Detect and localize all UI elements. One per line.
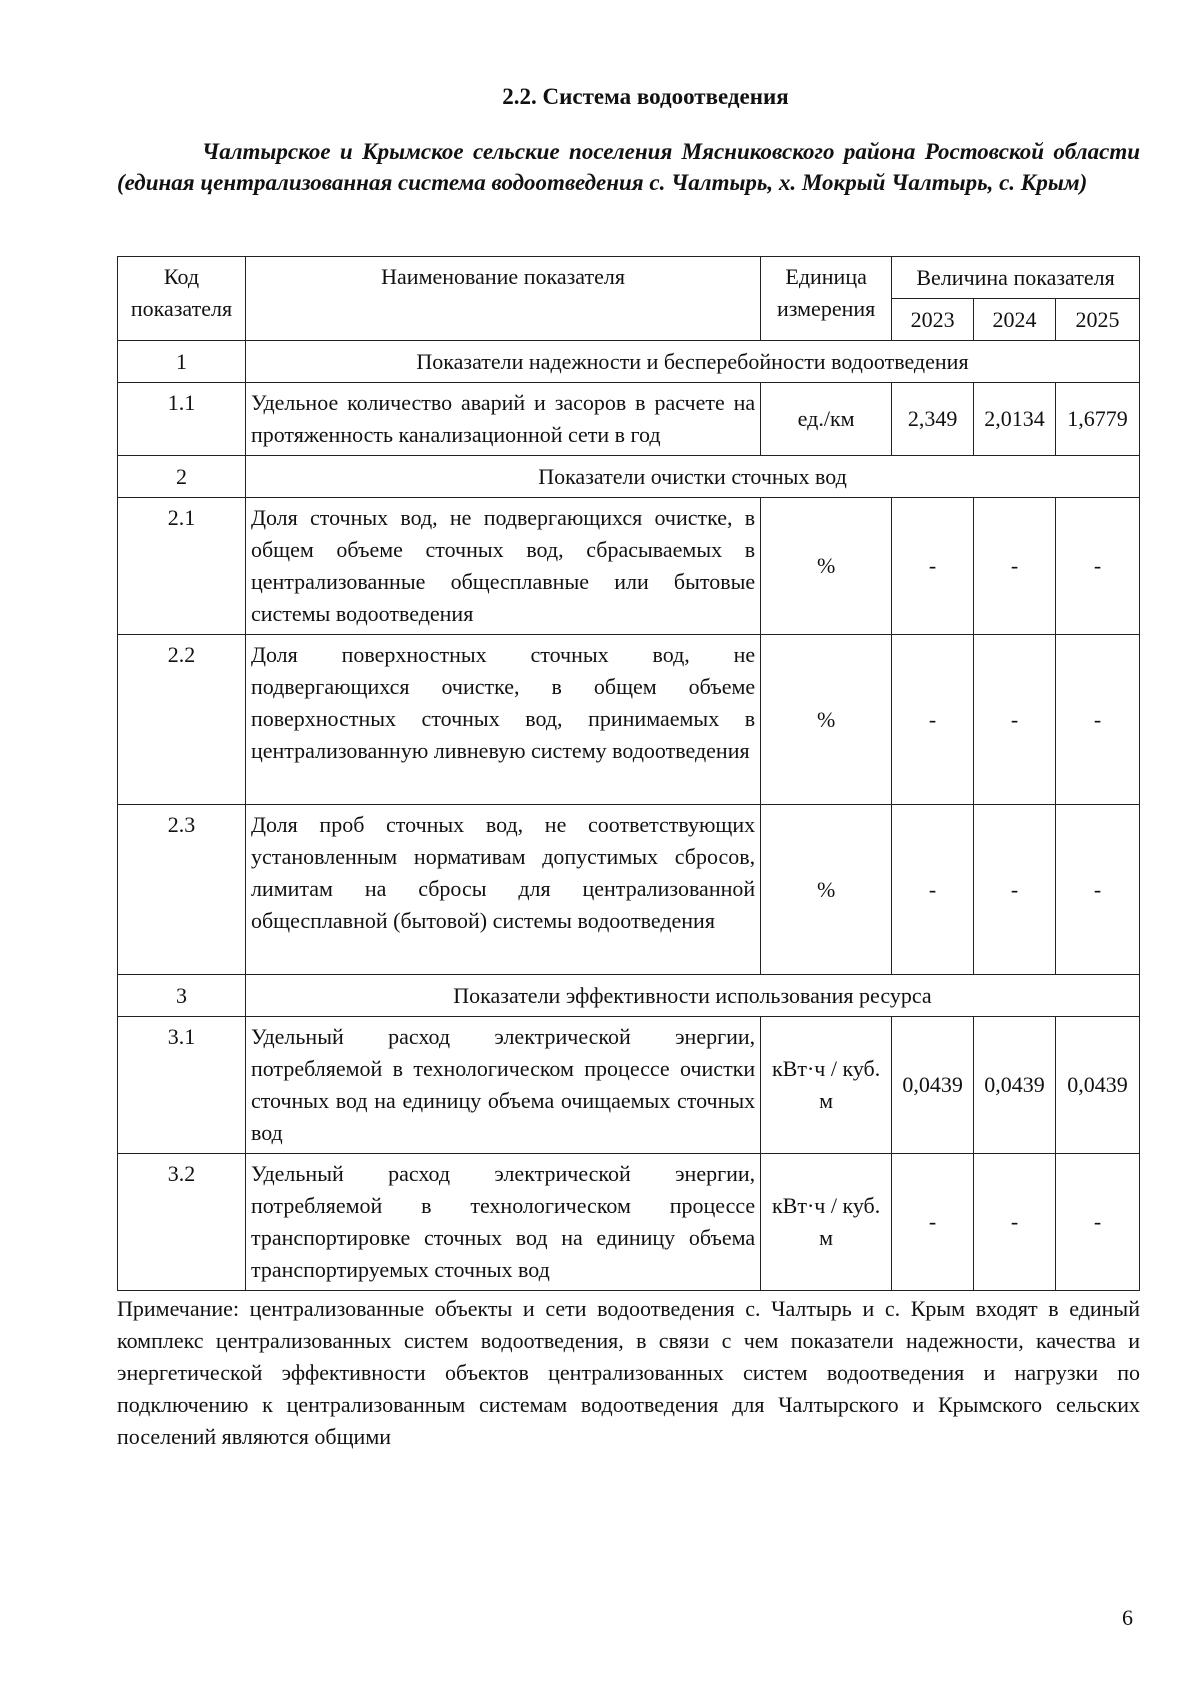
table-row [118, 805, 1140, 975]
indicators-table [117, 256, 1140, 1291]
section-code: 2 [118, 456, 246, 498]
section-title: Показатели надежности и бесперебойности водоотведения [245, 341, 1139, 383]
section-row [118, 341, 1140, 383]
row-value: - [1056, 635, 1140, 805]
row-value: - [892, 805, 974, 975]
row-code: 3.2 [118, 1154, 246, 1291]
row-name: Доля сточных вод, не подвергающихся очистке, в общем объеме сточных вод, сбрасываемых в централизованные общесплавные или бытовые системы водоотведения [245, 498, 760, 635]
section-row [118, 975, 1140, 1017]
row-value: - [892, 635, 974, 805]
row-unit: ед./км [761, 383, 892, 456]
row-unit: % [761, 805, 892, 975]
section-title: Показатели очистки сточных вод [245, 456, 1139, 498]
row-code: 2.3 [118, 805, 246, 975]
row-name: Доля поверхностных сточных вод, не подвергающихся очистке, в общем объеме поверхностных сточных вод, принимаемых в централизованную ливневую систему водоотведения [245, 635, 760, 805]
row-code: 2.2 [118, 635, 246, 805]
header-value: Величина показателя [892, 257, 1140, 299]
section-code: 1 [118, 341, 246, 383]
row-value: - [1056, 498, 1140, 635]
row-code: 3.1 [118, 1017, 246, 1154]
header-code: Код показателя [118, 257, 246, 341]
row-code: 1.1 [118, 383, 246, 456]
row-value: 0,0439 [1056, 1017, 1140, 1154]
table-row [118, 498, 1140, 635]
row-unit: кВт·ч / куб. м [761, 1017, 892, 1154]
row-value: 0,0439 [974, 1017, 1056, 1154]
table-row [118, 383, 1140, 456]
header-year: 2023 [892, 299, 974, 341]
row-unit: % [761, 635, 892, 805]
page-number: 6 [1122, 1605, 1133, 1630]
row-value: - [974, 1154, 1056, 1291]
row-value: 0,0439 [892, 1017, 974, 1154]
subtitle: Чалтырское и Крымское сельские поселения Мясниковского района Ростовской области (единая централизованная система водоотведения с. Чалтырь, х. Мокрый Чалтырь, с. Крым) [117, 139, 1140, 195]
section-code: 3 [118, 975, 246, 1017]
header-year: 2024 [974, 299, 1056, 341]
section-title: Показатели эффективности использования ресурса [245, 975, 1139, 1017]
row-value: - [974, 805, 1056, 975]
table-header-row [118, 257, 1140, 299]
row-name: Удельный расход электрической энергии, потребляемой в технологическом процессе очистки сточных вод на единицу объема очищаемых сточных вод [245, 1017, 760, 1154]
section-row [118, 456, 1140, 498]
table-row [118, 1154, 1140, 1291]
row-value: - [974, 635, 1056, 805]
row-name: Удельное количество аварий и засоров в расчете на протяженность канализационной сети в год [245, 383, 760, 456]
row-name: Доля проб сточных вод, не соответствующих установленным нормативам допустимых сбросов, лимитам на сбросы для централизованной общесплавной (бытовой) системы водоотведения [245, 805, 760, 975]
row-code: 2.1 [118, 498, 246, 635]
header-unit: Единица измерения [761, 257, 892, 341]
table-row [118, 635, 1140, 805]
row-value: 1,6779 [1056, 383, 1140, 456]
footnote: Примечание: централизованные объекты и сети водоотведения с. Чалтырь и с. Крым входят в единый комплекс централизованных систем водоотведения, в связи с чем показатели надежности, качества и энергетической эффективности объектов централизованных систем водоотведения и нагрузки по подключению к централизованным системам водоотведения для Чалтырского и Крымского сельских поселений являются общими [117, 1296, 1140, 1449]
row-value: 2,349 [892, 383, 974, 456]
table-row [118, 1017, 1140, 1154]
row-value: - [1056, 805, 1140, 975]
section-heading: 2.2. Система водоотведения [502, 84, 789, 109]
row-unit: кВт·ч / куб. м [761, 1154, 892, 1291]
header-year: 2025 [1056, 299, 1140, 341]
row-value: - [1056, 1154, 1140, 1291]
row-unit: % [761, 498, 892, 635]
header-name: Наименование показателя [245, 257, 760, 341]
row-value: - [892, 498, 974, 635]
row-name: Удельный расход электрической энергии, потребляемой в технологическом процессе транспортировке сточных вод на единицу объема транспортируемых сточных вод [245, 1154, 760, 1291]
row-value: - [892, 1154, 974, 1291]
row-value: 2,0134 [974, 383, 1056, 456]
row-value: - [974, 498, 1056, 635]
